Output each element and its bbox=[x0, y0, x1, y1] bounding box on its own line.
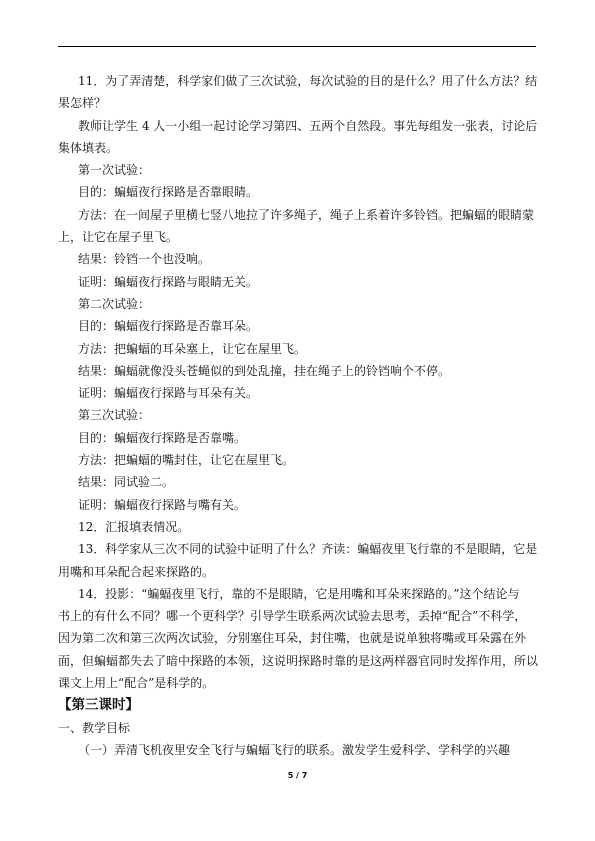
q14-line-5: 课文上用上“配合”是科学的。 bbox=[58, 676, 215, 691]
q14-line-1: 14．投影：“蝙蝠夜里飞行，靠的不是眼睛，它是用嘴和耳朵来探路的。”这个结论与 bbox=[78, 586, 520, 601]
trial3-method: 方法：把蝙蝠的嘴封住，让它在屋里飞。 bbox=[78, 453, 295, 468]
q14-line-4: 面，但蝙蝠都失去了暗中探路的本领，这说明探路时靠的是这两样器官同时发挥作用，所以 bbox=[58, 653, 539, 668]
trial3-purpose: 目的：蝙蝠夜行探路是否靠嘴。 bbox=[78, 430, 247, 445]
q11-line-1: 11．为了弄清楚，科学家们做了三次试验，每次试验的目的是什么？用了什么方法？结 bbox=[78, 74, 538, 88]
trial1-method-1: 方法：在一间屋子里横七竖八地拉了许多绳子，绳子上系着许多铃铛。把蝙蝠的眼睛蒙 bbox=[78, 207, 535, 222]
section-heading-third-lesson: 【第三课时】 bbox=[58, 697, 139, 714]
trial1-result: 结果：铃铛一个也没响。 bbox=[78, 252, 211, 267]
q14-line-2: 书上的有什么不同？哪一个更科学？引导学生联系两次试验去思考，丢掉“配合”不科学， bbox=[58, 609, 527, 624]
trial2-purpose: 目的：蝙蝠夜行探路是否靠耳朵。 bbox=[78, 319, 259, 334]
header-rule bbox=[58, 46, 536, 47]
trial1-proof: 证明：蝙蝠夜行探路与眼睛无关。 bbox=[78, 274, 259, 289]
trial1-heading: 第一次试验： bbox=[78, 163, 151, 178]
q12-line: 12．汇报填表情况。 bbox=[78, 519, 190, 534]
trial1-purpose: 目的：蝙蝠夜行探路是否靠眼睛。 bbox=[78, 185, 259, 200]
trial3-heading: 第三次试验： bbox=[78, 408, 151, 423]
q13-line-2: 用嘴和耳朵配合起来探路的。 bbox=[58, 564, 215, 579]
trial2-result: 结果：蝙蝠就像没头苍蝇似的到处乱撞，挂在绳子上的铃铛响个不停。 bbox=[78, 363, 451, 378]
trial3-result: 结果：同试验二。 bbox=[78, 475, 175, 490]
teacher-line-1: 教师让学生 4 人一小组一起讨论学习第四、五两个自然段。事先每组发一张表，讨论后 bbox=[78, 118, 538, 133]
q13-line-1: 13．科学家从三次不同的试验中证明了什么？齐读：蝙蝠夜里飞行靠的不是眼睛，它是 bbox=[78, 542, 538, 557]
trial1-method-2: 上，让它在屋子里飞。 bbox=[58, 230, 179, 245]
body-text bbox=[58, 70, 542, 761]
trial3-proof: 证明：蝙蝠夜行探路与嘴有关。 bbox=[78, 497, 247, 512]
trial2-method: 方法：把蝙蝠的耳朵塞上，让它在屋里飞。 bbox=[78, 341, 307, 356]
q14-line-3: 因为第二次和第三次两次试验，分别塞住耳朵，封住嘴，也就是说单独将嘴或耳朵露在外 bbox=[58, 631, 527, 646]
q11-line-2: 果怎样？ bbox=[58, 96, 107, 111]
teacher-line-2: 集体填表。 bbox=[58, 140, 119, 155]
page-number: 5 / 7 bbox=[287, 771, 308, 780]
teaching-goals-heading: 一、教学目标 bbox=[58, 720, 131, 735]
goal-1-line: （一）弄清飞机夜里安全飞行与蝙蝠飞行的联系。激发学生爱科学、学科学的兴趣 bbox=[78, 742, 511, 757]
trial2-heading: 第二次试验： bbox=[78, 296, 151, 311]
trial2-proof: 证明：蝙蝠夜行探路与耳朵有关。 bbox=[78, 386, 259, 401]
